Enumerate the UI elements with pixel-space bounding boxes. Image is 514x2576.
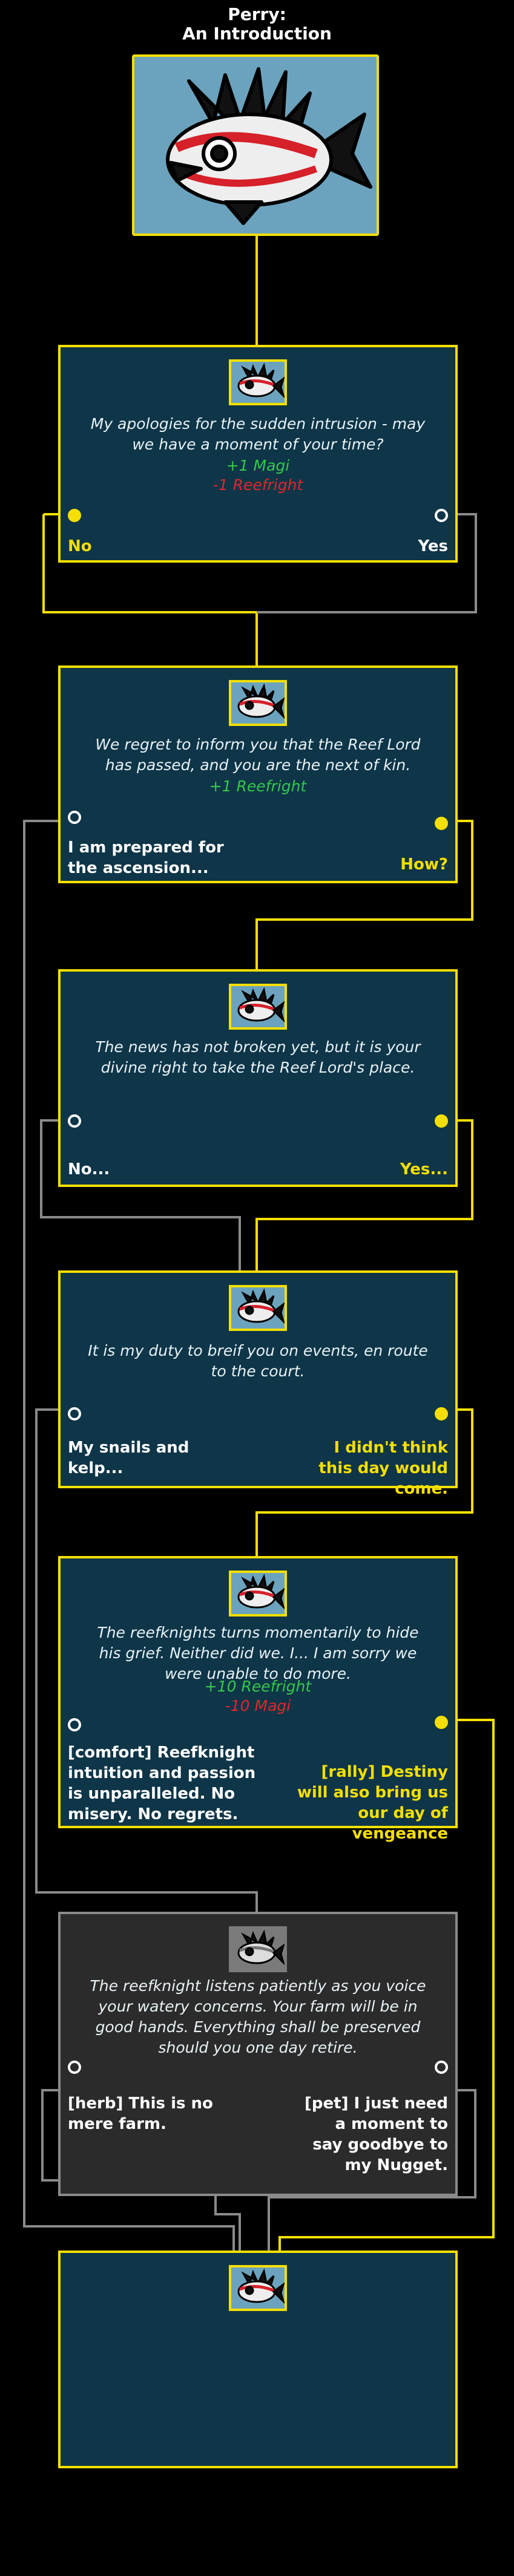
fish-icon xyxy=(134,57,377,234)
node-5-answer-rally[interactable]: [rally] Destiny will also bring us our day of vengeance xyxy=(297,1763,448,1843)
fish-icon xyxy=(231,1929,285,1970)
node-2-prompt: We regret to inform you that the Reef Lord has passed, and you are the next of kin. xyxy=(95,736,421,774)
node-2-choice-left[interactable] xyxy=(68,811,81,824)
dialogue-node-4 xyxy=(58,1270,458,1498)
title-subtitle: An Introduction xyxy=(182,24,332,44)
portrait-6 xyxy=(229,1926,287,1972)
portrait-4 xyxy=(229,1285,287,1331)
dialogue-node-5 xyxy=(58,1556,458,1843)
node-6-choice-left[interactable] xyxy=(68,2061,81,2074)
portrait-2 xyxy=(229,680,287,726)
fish-icon xyxy=(231,2267,285,2309)
node-1-effect-reefright: -1 Reefright xyxy=(213,476,303,494)
fish-icon xyxy=(231,682,285,724)
node-6-prompt: The reefknight listens patiently as you voice your watery concerns. Your farm will be in good hands. Everything shall be preserved should you one day retire. xyxy=(90,1977,426,2056)
dialogue-node-3 xyxy=(58,969,458,1187)
node-1-choice-left-selected[interactable] xyxy=(68,509,81,522)
node-5-answer-comfort[interactable]: [comfort] Reefknight intuition and passion is unparalleled. No misery. No regrets. xyxy=(68,1744,256,1823)
node-6-answer-herb[interactable]: [herb] This is no mere farm. xyxy=(68,2094,213,2133)
node-1-answer-no[interactable]: No xyxy=(68,537,92,555)
node-1-answer-yes[interactable]: Yes xyxy=(418,537,448,555)
fish-icon xyxy=(231,986,285,1027)
node-3-choice-left[interactable] xyxy=(68,1114,81,1128)
node-4-answer-day[interactable]: I didn't think this day would come. xyxy=(318,1439,448,1498)
node-4-answer-snails[interactable]: My snails and kelp... xyxy=(68,1439,189,1477)
node-1-prompt: My apologies for the sudden intrusion - may we have a moment of your time? xyxy=(90,415,426,453)
portrait-3 xyxy=(229,984,287,1030)
fish-hero-image xyxy=(132,54,379,236)
title-character: Perry: xyxy=(228,4,286,24)
node-4-choice-right-selected[interactable] xyxy=(435,1407,448,1420)
node-5-effect-reefright: +10 Reefright xyxy=(204,1678,312,1695)
node-5-choice-left[interactable] xyxy=(68,1718,81,1731)
node-2-answer-how[interactable]: How? xyxy=(400,855,448,874)
dialogue-node-final xyxy=(58,2251,458,2468)
node-6-choice-right[interactable] xyxy=(435,2061,448,2074)
node-2-choice-right-selected[interactable] xyxy=(435,817,448,830)
node-1-effect-magi: +1 Magi xyxy=(226,457,290,474)
node-6-answer-pet[interactable]: [pet] I just need a moment to say goodbye to my Nugget. xyxy=(305,2094,448,2174)
dialogue-node-1 xyxy=(58,345,458,563)
fish-icon xyxy=(231,1287,285,1329)
dialogue-node-2 xyxy=(58,665,458,883)
portrait-1 xyxy=(229,359,287,405)
page-title xyxy=(0,5,514,44)
node-4-choice-left[interactable] xyxy=(68,1407,81,1420)
node-3-choice-right-selected[interactable] xyxy=(435,1114,448,1128)
node-1-choice-right[interactable] xyxy=(435,509,448,522)
node-2-effect-reefright: +1 Reefright xyxy=(209,777,307,795)
node-3-prompt: The news has not broken yet, but it is your divine right to take the Reef Lord's place. xyxy=(95,1038,421,1076)
node-5-choice-right-selected[interactable] xyxy=(435,1716,448,1729)
node-3-answer-no[interactable]: No... xyxy=(68,1160,110,1178)
dialogue-node-6 xyxy=(58,1912,458,2196)
fish-icon xyxy=(231,362,285,403)
fish-icon xyxy=(231,1573,285,1614)
portrait-final xyxy=(229,2265,287,2311)
portrait-5 xyxy=(229,1571,287,1617)
node-5-prompt: The reefknights turns momentarily to hide his grief. Neither did we. I... I am sorry we were unable to do more. xyxy=(97,1624,419,1682)
node-4-prompt: It is my duty to breif you on events, en route to the court. xyxy=(88,1342,428,1380)
node-5-effect-magi: -10 Magi xyxy=(225,1697,291,1715)
node-2-answer-prepared[interactable]: I am prepared for the ascension... xyxy=(68,839,224,877)
node-3-answer-yes[interactable]: Yes... xyxy=(400,1160,448,1178)
